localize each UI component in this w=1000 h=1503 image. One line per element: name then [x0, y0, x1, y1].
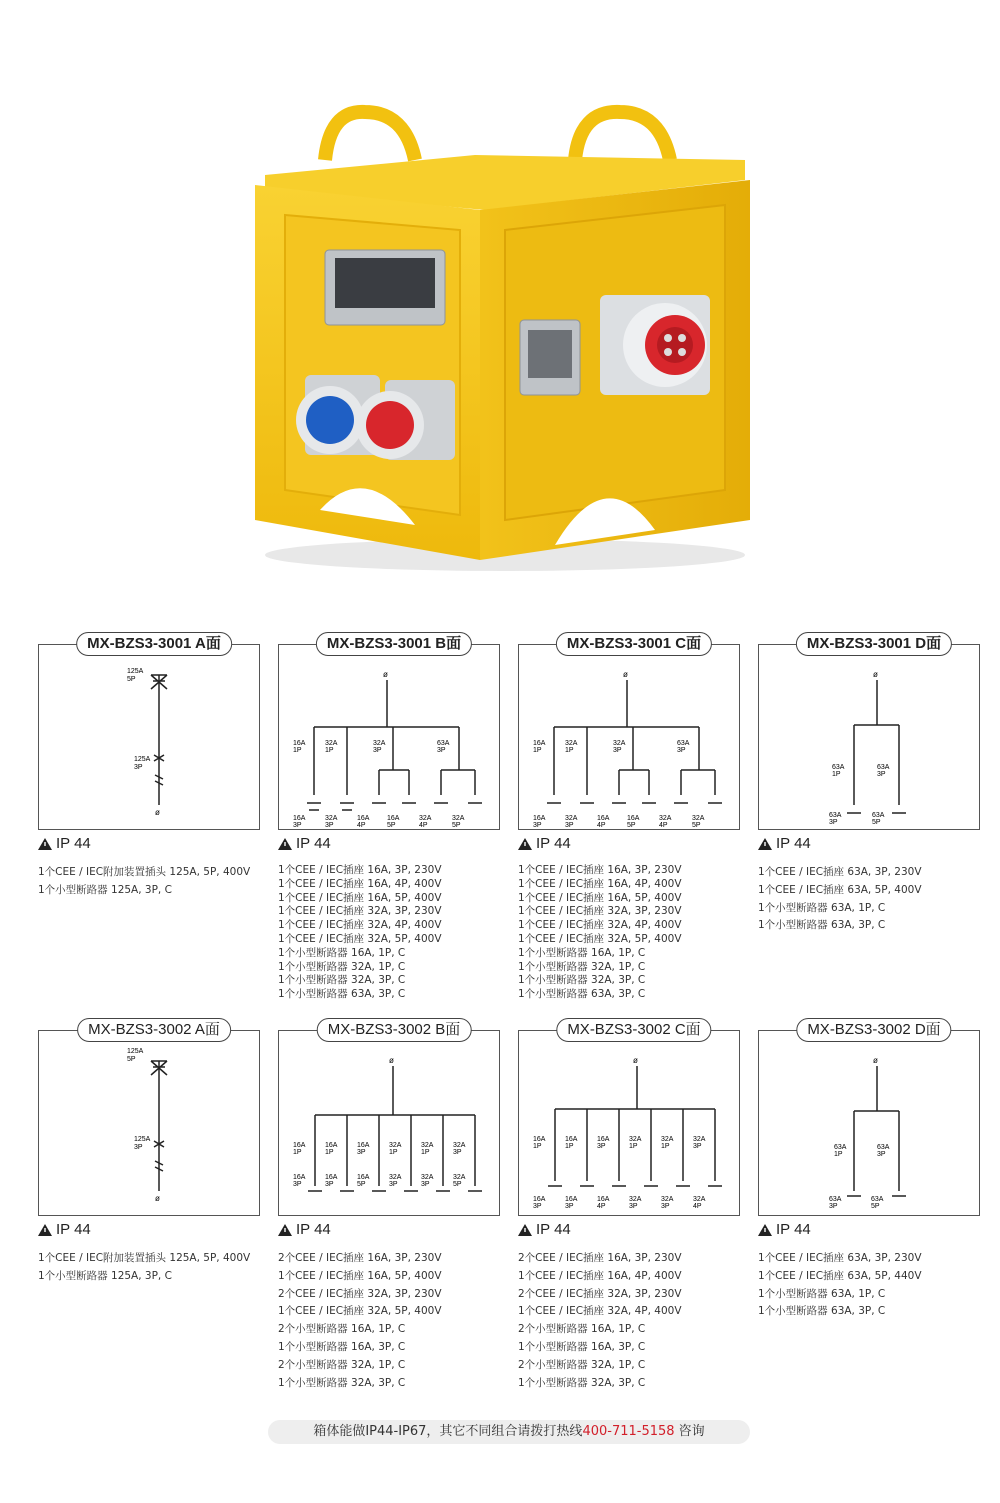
spec-list	[518, 1250, 758, 1392]
wiring-diagram	[39, 1031, 259, 1215]
svg-text:1P: 1P	[533, 747, 542, 754]
svg-text:32A: 32A	[373, 740, 386, 747]
svg-text:4P: 4P	[419, 822, 428, 829]
panel-title: MX-BZS3-3002 A面	[77, 1018, 231, 1042]
svg-text:5P: 5P	[387, 822, 396, 829]
svg-text:3P: 3P	[533, 1203, 542, 1210]
svg-text:16A: 16A	[533, 740, 546, 747]
svg-text:ø: ø	[873, 670, 878, 679]
svg-text:32A: 32A	[452, 815, 465, 822]
spec-line: 1个CEE / IEC插座 16A, 3P, 230V	[518, 864, 682, 876]
svg-text:16A: 16A	[533, 1196, 546, 1203]
svg-text:3P: 3P	[453, 1149, 462, 1156]
hotline-banner	[268, 1420, 750, 1444]
spec-line: 2个CEE / IEC插座 32A, 3P, 230V	[518, 1287, 682, 1300]
panel-title: MX-BZS3-3001 D面	[796, 632, 952, 656]
svg-text:63A: 63A	[437, 740, 450, 747]
svg-text:63A: 63A	[677, 740, 690, 747]
spec-line: 2个小型断路器 16A, 1P, C	[278, 1323, 406, 1336]
top-poles-label: 5P	[127, 676, 136, 683]
svg-text:4P: 4P	[597, 822, 606, 829]
svg-text:3P: 3P	[597, 1143, 606, 1150]
svg-text:1P: 1P	[565, 1143, 574, 1150]
spec-list	[518, 864, 758, 1002]
spec-line: 1个CEE / IEC插座 16A, 5P, 400V	[278, 1269, 442, 1282]
spec-line: 1个CEE / IEC插座 32A, 5P, 400V	[278, 1305, 442, 1318]
spec-list	[278, 1250, 518, 1392]
svg-text:32A: 32A	[565, 740, 578, 747]
svg-text:32A: 32A	[389, 1142, 402, 1149]
wiring-diagram	[279, 645, 499, 829]
svg-text:3P: 3P	[565, 822, 574, 829]
svg-text:125A: 125A	[134, 1136, 151, 1143]
ip-rating	[38, 1220, 91, 1240]
spec-line: 1个小型断路器 63A, 3P, C	[758, 1305, 886, 1318]
svg-text:32A: 32A	[421, 1142, 434, 1149]
svg-text:5P: 5P	[357, 1181, 366, 1188]
svg-text:32A: 32A	[692, 815, 705, 822]
ip-rating	[758, 1220, 811, 1240]
svg-text:5P: 5P	[453, 1181, 462, 1188]
panel-title: MX-BZS3-3001 A面	[76, 632, 232, 656]
svg-text:5P: 5P	[871, 1203, 880, 1210]
spec-line: 1个CEE / IEC插座 32A, 5P, 400V	[278, 932, 442, 945]
warning-icon	[758, 1224, 772, 1236]
svg-text:16A: 16A	[627, 815, 640, 822]
spec-line: 2个小型断路器 32A, 1P, C	[518, 1358, 646, 1371]
svg-text:16A: 16A	[293, 815, 306, 822]
svg-text:32A: 32A	[325, 815, 338, 822]
spec-line: 1个CEE / IEC插座 32A, 4P, 400V	[278, 919, 442, 932]
spec-line: 1个小型断路器 16A, 1P, C	[518, 946, 646, 959]
spec-line: 1个CEE / IEC插座 16A, 4P, 400V	[278, 877, 442, 890]
svg-text:16A: 16A	[357, 1142, 370, 1149]
svg-text:1P: 1P	[325, 1149, 334, 1156]
spec-line: 1个CEE / IEC插座 32A, 5P, 400V	[518, 932, 682, 945]
spec-line: 1个CEE / IEC插座 63A, 5P, 400V	[758, 883, 922, 896]
spec-list	[38, 864, 278, 900]
svg-text:1P: 1P	[293, 1149, 302, 1156]
svg-text:3P: 3P	[533, 822, 542, 829]
svg-text:3P: 3P	[877, 771, 886, 778]
svg-text:16A: 16A	[387, 815, 400, 822]
spec-list	[758, 1250, 998, 1321]
svg-text:3P: 3P	[437, 747, 446, 754]
ip-rating	[518, 1220, 571, 1240]
spec-line: 1个CEE / IEC插座 16A, 5P, 400V	[278, 891, 442, 904]
spec-line: 1个CEE / IEC插座 16A, 4P, 400V	[518, 1269, 682, 1282]
wiring-diagram	[39, 645, 259, 829]
spec-line: 1个CEE / IEC插座 63A, 3P, 230V	[758, 866, 922, 878]
svg-text:32A: 32A	[421, 1174, 434, 1181]
svg-text:32A: 32A	[565, 815, 578, 822]
svg-text:32A: 32A	[659, 815, 672, 822]
spec-line: 1个CEE / IEC插座 16A, 5P, 400V	[518, 891, 682, 904]
svg-text:16A: 16A	[293, 1142, 306, 1149]
spec-list	[278, 864, 518, 1002]
svg-text:1P: 1P	[293, 747, 302, 754]
svg-text:1P: 1P	[421, 1149, 430, 1156]
svg-text:16A: 16A	[565, 1136, 578, 1143]
svg-text:32A: 32A	[661, 1136, 674, 1143]
svg-text:63A: 63A	[829, 1196, 842, 1203]
spec-list	[758, 864, 998, 935]
svg-text:1P: 1P	[661, 1143, 670, 1150]
svg-text:4P: 4P	[659, 822, 668, 829]
svg-text:ø: ø	[873, 1056, 878, 1065]
spec-list	[38, 1250, 278, 1286]
wiring-diagram	[759, 645, 979, 829]
ip-label: IP 44	[296, 1221, 331, 1238]
svg-text:3P: 3P	[877, 1151, 886, 1158]
svg-text:3P: 3P	[829, 1203, 838, 1210]
breaker-rating-label: 125A	[134, 756, 151, 763]
svg-text:ø: ø	[623, 670, 628, 679]
svg-text:16A: 16A	[533, 815, 546, 822]
svg-text:3P: 3P	[373, 747, 382, 754]
svg-text:16A: 16A	[357, 815, 370, 822]
svg-text:1P: 1P	[389, 1149, 398, 1156]
svg-text:16A: 16A	[597, 815, 610, 822]
spec-line: 1个CEE / IEC插座 32A, 4P, 400V	[518, 1305, 682, 1318]
panel-title: MX-BZS3-3001 C面	[556, 632, 712, 656]
svg-text:3P: 3P	[613, 747, 622, 754]
spec-line: 1个CEE / IEC插座 32A, 3P, 230V	[278, 905, 442, 918]
svg-text:32A: 32A	[629, 1136, 642, 1143]
svg-text:63A: 63A	[872, 812, 885, 819]
svg-text:3P: 3P	[677, 747, 686, 754]
warning-icon	[278, 838, 292, 850]
svg-text:16A: 16A	[357, 1174, 370, 1181]
spec-line: 1个小型断路器 16A, 3P, C	[278, 1340, 406, 1353]
warning-icon	[38, 838, 52, 850]
panel-title: MX-BZS3-3002 D面	[796, 1018, 951, 1042]
spec-line: 1个小型断路器 16A, 1P, C	[278, 946, 406, 959]
warning-icon	[518, 1224, 532, 1236]
spec-line: 1个CEE / IEC插座 63A, 3P, 230V	[758, 1252, 922, 1264]
svg-text:4P: 4P	[693, 1203, 702, 1210]
svg-text:3P: 3P	[134, 1144, 143, 1151]
svg-text:1P: 1P	[629, 1143, 638, 1150]
svg-text:32A: 32A	[613, 740, 626, 747]
svg-text:16A: 16A	[597, 1196, 610, 1203]
ip-label: IP 44	[56, 835, 91, 852]
ip-rating	[278, 1220, 331, 1240]
spec-line: 2个CEE / IEC插座 16A, 3P, 230V	[278, 1252, 442, 1264]
spec-line: 1个小型断路器 32A, 1P, C	[518, 960, 646, 973]
svg-text:5P: 5P	[127, 1056, 136, 1063]
spec-line: 1个小型断路器 32A, 3P, C	[518, 974, 646, 987]
svg-text:32A: 32A	[629, 1196, 642, 1203]
panel-title: MX-BZS3-3001 B面	[316, 632, 472, 656]
svg-text:1P: 1P	[832, 771, 841, 778]
svg-text:125A: 125A	[127, 1048, 144, 1055]
ip-rating	[278, 834, 331, 854]
top-rating-label: 125A	[127, 668, 144, 675]
hotline-number[interactable]: 400-711-5158	[582, 1424, 675, 1439]
ip-rating	[518, 834, 571, 854]
svg-text:ø: ø	[389, 1056, 394, 1065]
ip-label: IP 44	[776, 835, 811, 852]
spec-line: 2个小型断路器 16A, 1P, C	[518, 1323, 646, 1336]
spec-line: 1个CEE / IEC插座 32A, 4P, 400V	[518, 919, 682, 932]
spec-line: 1个CEE / IEC附加装置插头 125A, 5P, 400V	[38, 866, 251, 878]
svg-text:3P: 3P	[693, 1143, 702, 1150]
wiring-diagram	[279, 1031, 499, 1215]
spec-line: 1个CEE / IEC插座 32A, 3P, 230V	[518, 905, 682, 918]
svg-text:32A: 32A	[661, 1196, 674, 1203]
ip-rating	[758, 834, 811, 854]
spec-line: 1个小型断路器 32A, 3P, C	[518, 1376, 646, 1389]
panel-title: MX-BZS3-3002 B面	[317, 1018, 472, 1042]
spec-line: 2个CEE / IEC插座 16A, 3P, 230V	[518, 1252, 682, 1264]
wiring-diagram	[759, 1031, 979, 1215]
svg-text:32A: 32A	[693, 1136, 706, 1143]
svg-text:3P: 3P	[421, 1181, 430, 1188]
svg-text:32A: 32A	[325, 740, 338, 747]
svg-text:16A: 16A	[597, 1136, 610, 1143]
svg-text:ø: ø	[633, 1056, 638, 1065]
spec-line: 1个小型断路器 16A, 3P, C	[518, 1340, 646, 1353]
spec-line: 1个CEE / IEC插座 16A, 4P, 400V	[518, 877, 682, 890]
spec-line: 1个小型断路器 125A, 3P, C	[38, 883, 172, 896]
svg-text:63A: 63A	[829, 812, 842, 819]
footer-text: 箱体能做IP44-IP67，其它不同组合请拨打热线	[313, 1424, 583, 1439]
wiring-diagram	[519, 1031, 739, 1215]
ground-symbol: ø	[155, 808, 160, 817]
spec-line: 1个小型断路器 63A, 3P, C	[758, 919, 886, 932]
svg-text:3P: 3P	[325, 1181, 334, 1188]
svg-text:1P: 1P	[834, 1151, 843, 1158]
svg-text:32A: 32A	[693, 1196, 706, 1203]
product-image	[225, 100, 785, 580]
ip-label: IP 44	[776, 1221, 811, 1238]
svg-text:3P: 3P	[661, 1203, 670, 1210]
ip-rating	[38, 834, 91, 854]
svg-text:1P: 1P	[565, 747, 574, 754]
ip-label: IP 44	[536, 1221, 571, 1238]
footer-suffix: 咨询	[678, 1424, 705, 1439]
ip-label: IP 44	[296, 835, 331, 852]
svg-text:63A: 63A	[877, 1144, 890, 1151]
spec-line: 2个小型断路器 32A, 1P, C	[278, 1358, 406, 1371]
svg-text:3P: 3P	[565, 1203, 574, 1210]
svg-text:32A: 32A	[453, 1142, 466, 1149]
svg-text:16A: 16A	[325, 1142, 338, 1149]
spec-line: 1个CEE / IEC插座 63A, 5P, 440V	[758, 1269, 922, 1282]
warning-icon	[278, 1224, 292, 1236]
panel-title: MX-BZS3-3002 C面	[556, 1018, 711, 1042]
svg-text:16A: 16A	[293, 740, 306, 747]
svg-text:1P: 1P	[533, 1143, 542, 1150]
svg-text:63A: 63A	[834, 1144, 847, 1151]
svg-text:1P: 1P	[325, 747, 334, 754]
svg-text:4P: 4P	[597, 1203, 606, 1210]
svg-text:16A: 16A	[565, 1196, 578, 1203]
svg-text:16A: 16A	[533, 1136, 546, 1143]
breaker-poles-label: 3P	[134, 764, 143, 771]
spec-line: 1个小型断路器 63A, 1P, C	[758, 1287, 886, 1300]
warning-icon	[758, 838, 772, 850]
svg-text:5P: 5P	[452, 822, 461, 829]
warning-icon	[518, 838, 532, 850]
svg-text:32A: 32A	[419, 815, 432, 822]
svg-text:63A: 63A	[877, 764, 890, 771]
svg-text:3P: 3P	[389, 1181, 398, 1188]
svg-text:63A: 63A	[871, 1196, 884, 1203]
spec-line: 1个小型断路器 63A, 3P, C	[278, 988, 406, 1001]
svg-text:ø: ø	[155, 1194, 160, 1203]
spec-line: 1个小型断路器 63A, 3P, C	[518, 988, 646, 1001]
svg-text:63A: 63A	[832, 764, 845, 771]
svg-text:16A: 16A	[293, 1174, 306, 1181]
svg-text:3P: 3P	[293, 822, 302, 829]
svg-text:3P: 3P	[629, 1203, 638, 1210]
ip-label: IP 44	[536, 835, 571, 852]
warning-icon	[38, 1224, 52, 1236]
spec-line: 1个CEE / IEC插座 16A, 3P, 230V	[278, 864, 442, 876]
svg-text:3P: 3P	[357, 1149, 366, 1156]
spec-line: 1个CEE / IEC附加装置插头 125A, 5P, 400V	[38, 1252, 251, 1264]
svg-text:32A: 32A	[453, 1174, 466, 1181]
svg-text:5P: 5P	[692, 822, 701, 829]
wiring-diagram	[519, 645, 739, 829]
svg-text:3P: 3P	[829, 819, 838, 826]
spec-line: 2个CEE / IEC插座 32A, 3P, 230V	[278, 1287, 442, 1300]
svg-text:3P: 3P	[325, 822, 334, 829]
svg-text:5P: 5P	[872, 819, 881, 826]
svg-text:5P: 5P	[627, 822, 636, 829]
ip-label: IP 44	[56, 1221, 91, 1238]
spec-line: 1个小型断路器 32A, 3P, C	[278, 1376, 406, 1389]
svg-text:4P: 4P	[357, 822, 366, 829]
spec-line: 1个小型断路器 125A, 3P, C	[38, 1269, 172, 1282]
svg-text:32A: 32A	[389, 1174, 402, 1181]
spec-line: 1个小型断路器 63A, 1P, C	[758, 901, 886, 914]
svg-text:ø: ø	[383, 670, 388, 679]
svg-text:16A: 16A	[325, 1174, 338, 1181]
spec-line: 1个小型断路器 32A, 1P, C	[278, 960, 406, 973]
spec-line: 1个小型断路器 32A, 3P, C	[278, 974, 406, 987]
svg-text:3P: 3P	[293, 1181, 302, 1188]
